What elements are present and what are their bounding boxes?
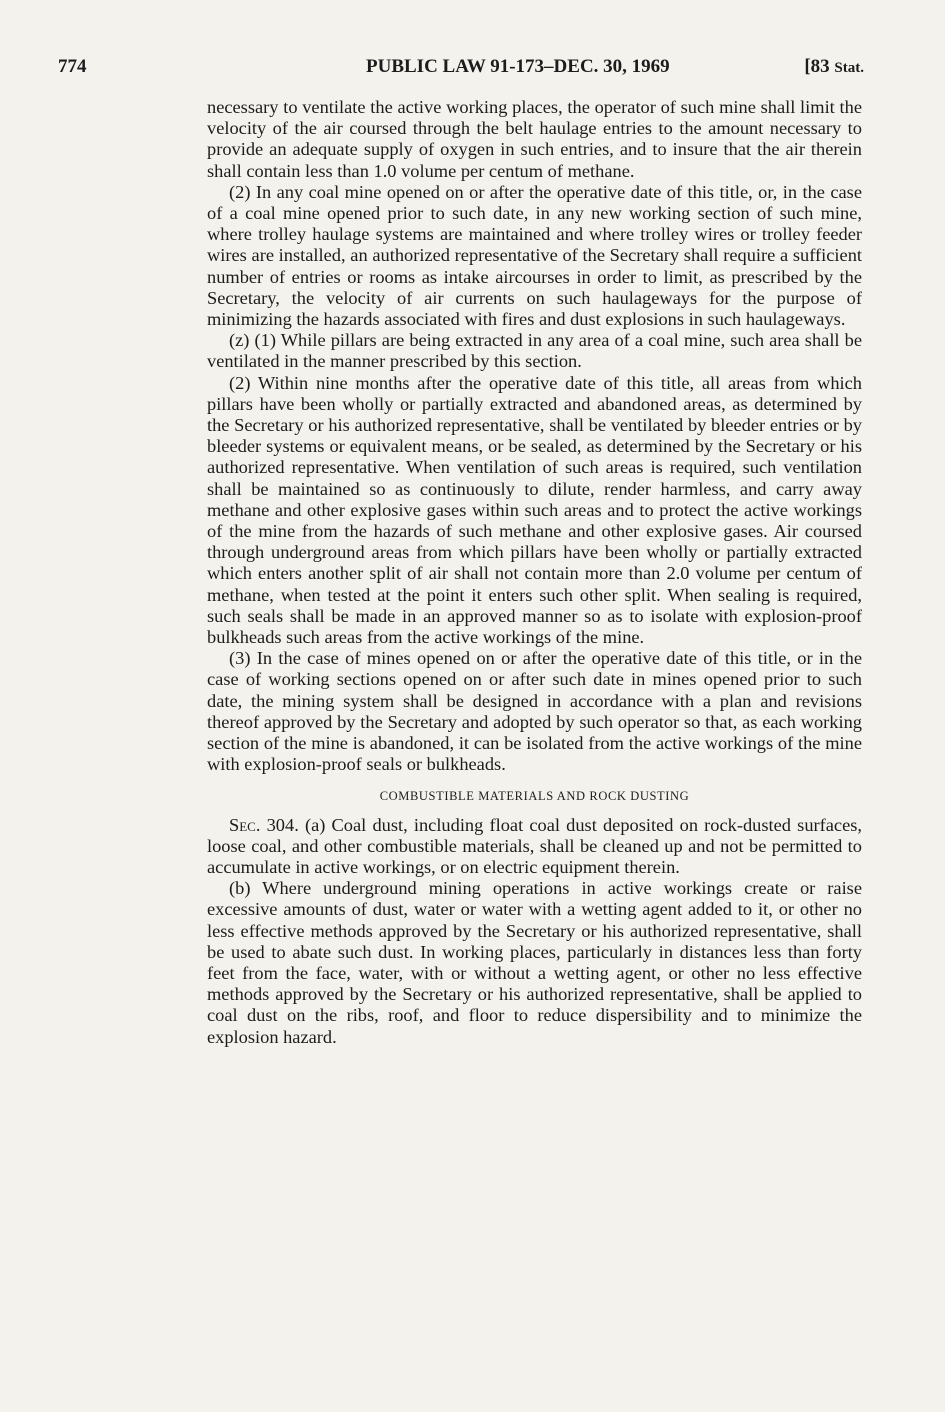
paragraph: (2) In any coal mine opened on or after the operative date of this title, or, in the case of a coal mine opened prior to such date, in any new working section of such mine, where trolley haulage systems are maintained and where trolley wires or trolley feeder wires are installed, an authorized representative of the Secretary shall require a sufficient number of entries or rooms as intake aircourses in order to limit, as prescribed by the Secretary, the velocity of air currents on such haulageways for the purpose of minimizing the hazards associated with fires and dust explosions in such haulageways. — [207, 181, 862, 330]
paragraph: (2) Within nine months after the operative date of this title, all areas from which pillars have been wholly or partially extracted and abandoned areas, as determined by the Secretary or his authorized representative, shall be ventilated by bleeder entries or by bleeder systems or equivalent means, or be sealed, as determined by the Secretary or his authorized representative. When ventilation of such areas is required, such ventilation shall be maintained so as continuously to dilute, render harmless, and carry away methane and other explosive gases within such areas and to protect the active workings of the mine from the hazards of such methane and other explosive gases. Air coursed through underground areas from which pillars have been wholly or partially extracted which enters another split of air shall not contain more than 2.0 volume per centum of methane, when tested at the point it enters such other split. When sealing is required, such seals shall be made in an approved manner so as to isolate with explosion-proof bulkheads such areas from the active workings of the mine. — [207, 372, 862, 648]
statute-suffix: Stat. — [834, 60, 864, 76]
statute-prefix: [83 — [804, 56, 835, 77]
page-header — [58, 56, 864, 86]
section-heading: COMBUSTIBLE MATERIALS AND ROCK DUSTING — [379, 788, 690, 803]
header-title: PUBLIC LAW 91-173–DEC. 30, 1969 — [366, 56, 670, 77]
paragraph: (z) (1) While pillars are being extracted in any area of a coal mine, such area shall be ventilated in the manner prescribed by this section. — [207, 330, 862, 372]
section-paragraph: (b) Where underground mining operations in active workings create or raise excessive amounts of dust, water or water with a wetting agent added to it, or other no less effective methods approved by the Secretary or his authorized representative, shall be used to abate such dust. In working places, particularly in distances less than forty feet from the face, water, with or without a wetting agent, or other no less effective methods approved by the Secretary or his authorized representative, shall be applied to coal dust on the ribs, roof, and floor to reduce dispersibility and to minimize the explosion hazard. — [207, 878, 862, 1047]
document-body — [207, 97, 862, 1048]
section-number: Sec. 304. — [229, 814, 299, 835]
section-paragraph — [207, 815, 862, 879]
statute-reference — [804, 56, 864, 78]
page-number: 774 — [58, 56, 87, 77]
paragraph: necessary to ventilate the active working places, the operator of such mine shall limit the velocity of the air coursed through the belt haulage entries to the amount necessary to provide an adequate supply of oxygen in such entries, and to insure that the air therein shall contain less than 1.0 volume per centum of methane. — [207, 97, 862, 181]
section-text: (a) Coal dust, including float coal dust deposited on rock-dusted surfaces, loose coal, and other combustible materials, shall be cleaned up and not be permitted to accumulate in active workings, or on electric equipment therein. — [207, 814, 863, 877]
paragraph: (3) In the case of mines opened on or after the operative date of this title, or in the case of working sections opened on or after such date in mines opened prior to such date, the mining system shall be designed in accordance with a plan and revisions thereof approved by the Secretary and adopted by such operator so that, as each working section of the mine is abandoned, it can be isolated from the active workings of the mine with explosion-proof seals or bulkheads. — [207, 648, 862, 775]
